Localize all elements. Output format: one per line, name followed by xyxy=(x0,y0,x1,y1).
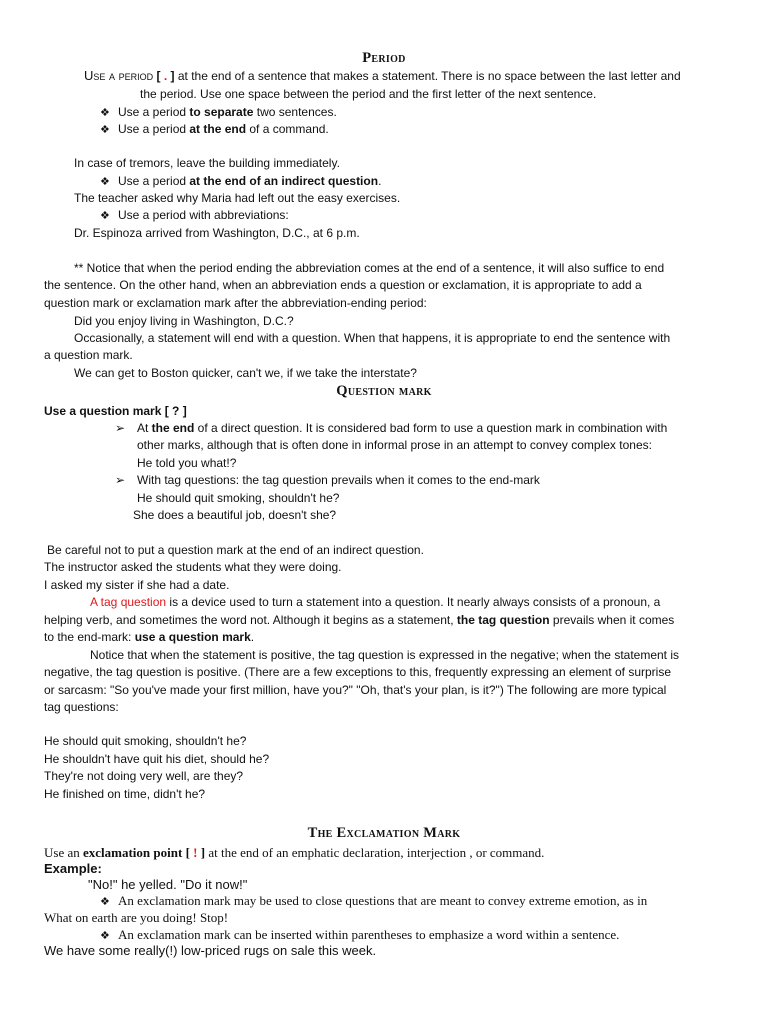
tag-question-para-line-2: helping verb, and sometimes the word not. Although it begins as a statement, the tag question prevails when it comes xyxy=(44,613,675,627)
notice-para-line-3: or sarcasm: "So you've made your first million, have you?" "Oh, that's your plan, is it?") The following are more typical xyxy=(44,683,667,697)
question-careful-example-2: I asked my sister if she had a date. xyxy=(44,578,230,592)
period-intro-line-2: the period. Use one space between the period and the first letter of the next sentence. xyxy=(140,87,597,101)
question-item-direct-line-2: other marks, although that is often done in informal prose in an attempt to convey complex tones: xyxy=(137,438,652,452)
diamond-bullet-icon: ❖ xyxy=(100,210,110,222)
diamond-bullet-icon: ❖ xyxy=(100,930,110,942)
exclamation-bullet-emotion-cont: What on earth are you doing! Stop! xyxy=(44,910,229,925)
period-bullet-separate: ❖ Use a period to separate two sentences. xyxy=(100,105,337,119)
tag-question-para-line-3: to the end-mark: use a question mark. xyxy=(44,630,255,644)
question-item-tag: ➢ With tag questions: the tag question prevails when it comes to the end-mark xyxy=(115,473,540,487)
exclamation-final-example: We have some really(!) low-priced rugs on sale this week. xyxy=(44,943,377,958)
period-bullet-command: ❖ Use a period at the end of a command. xyxy=(100,122,329,136)
tag-question-term: A tag question xyxy=(90,595,167,609)
period-bullet-abbrev: ❖ Use a period with abbreviations: xyxy=(100,208,289,222)
period-example-espinoza: Dr. Espinoza arrived from Washington, D.C., at 6 p.m. xyxy=(74,226,360,240)
period-example-boston: We can get to Boston quicker, can't we, if we take the interstate? xyxy=(74,366,417,380)
tag-example-4: He finished on time, didn't he? xyxy=(44,787,206,801)
diamond-bullet-icon: ❖ xyxy=(100,124,110,136)
tag-question-para-line-1: A tag question is a device used to turn a statement into a question. It nearly always consists of a pronoun, a xyxy=(90,595,661,609)
period-bullet-indirect: ❖ Use a period at the end of an indirect question. xyxy=(100,174,382,188)
period-intro-line-1: Use a period [ . ] at the end of a sentence that makes a statement. There is no space between the last letter and xyxy=(84,68,681,83)
exclamation-bullet-parentheses: ❖ An exclamation mark can be inserted within parentheses to emphasize a word within a sentence. xyxy=(100,927,620,942)
period-example-dc: Did you enjoy living in Washington, D.C.? xyxy=(74,314,294,328)
question-careful: Be careful not to put a question mark at the end of an indirect question. xyxy=(47,543,424,557)
question-item-direct: ➢ At the end of a direct question. It is considered bad form to use a question mark in combination with xyxy=(115,421,668,435)
period-occasionally-line-2: a question mark. xyxy=(44,348,133,362)
tag-example-1: He should quit smoking, shouldn't he? xyxy=(44,734,247,748)
period-notice-line-1: ** Notice that when the period ending the abbreviation comes at the end of a sentence, it will also suffice to end xyxy=(74,261,665,275)
period-notice-line-3: question mark or exclamation mark after the abbreviation-ending period: xyxy=(44,296,427,310)
notice-para-line-2: negative, the tag question is positive. (There are a few exceptions to this, frequently expressing an element of surprise xyxy=(44,665,672,679)
diamond-bullet-icon: ❖ xyxy=(100,176,110,188)
tag-example-2: He shouldn't have quit his diet, should he? xyxy=(44,752,270,766)
question-heading: Question mark xyxy=(336,383,432,399)
tag-example-3: They're not doing very well, are they? xyxy=(44,769,244,783)
period-occasionally-line-1: Occasionally, a statement will end with a question. When that happens, it is appropriate to end the sentence with xyxy=(74,331,671,345)
arrow-bullet-icon: ➢ xyxy=(115,421,126,435)
exclamation-example-label: Example: xyxy=(44,861,102,876)
notice-para-line-1: Notice that when the statement is positive, the tag question is expressed in the negative; when the statement is xyxy=(90,648,680,662)
period-notice-line-2: the sentence. On the other hand, when an abbreviation ends a question or exclamation, it is appropriate to add a xyxy=(44,278,642,292)
question-use-line: Use a question mark [ ? ] xyxy=(44,404,187,418)
question-careful-example-1: The instructor asked the students what they were doing. xyxy=(44,560,342,574)
arrow-bullet-icon: ➢ xyxy=(115,473,126,487)
notice-para-line-4: tag questions: xyxy=(44,700,119,714)
question-item-tag-example-2: She does a beautiful job, doesn't she? xyxy=(133,508,337,522)
exclamation-example-line: "No!" he yelled. "Do it now!" xyxy=(88,877,248,892)
question-item-direct-example: He told you what!? xyxy=(137,456,237,470)
question-item-tag-example-1: He should quit smoking, shouldn't he? xyxy=(137,491,340,505)
period-example-maria: The teacher asked why Maria had left out the easy exercises. xyxy=(74,191,401,205)
diamond-bullet-icon: ❖ xyxy=(100,896,110,908)
period-example-tremors: In case of tremors, leave the building immediately. xyxy=(74,156,340,170)
diamond-bullet-icon: ❖ xyxy=(100,107,110,119)
period-heading: Period xyxy=(362,50,406,66)
exclamation-use-line: Use an exclamation point [ ! ] at the end of an emphatic declaration, interjection , or command. xyxy=(44,845,545,860)
exclamation-bullet-emotion: ❖ An exclamation mark may be used to close questions that are meant to convey extreme emotion, as in xyxy=(100,893,648,908)
exclamation-heading: The Exclamation Mark xyxy=(307,825,461,841)
